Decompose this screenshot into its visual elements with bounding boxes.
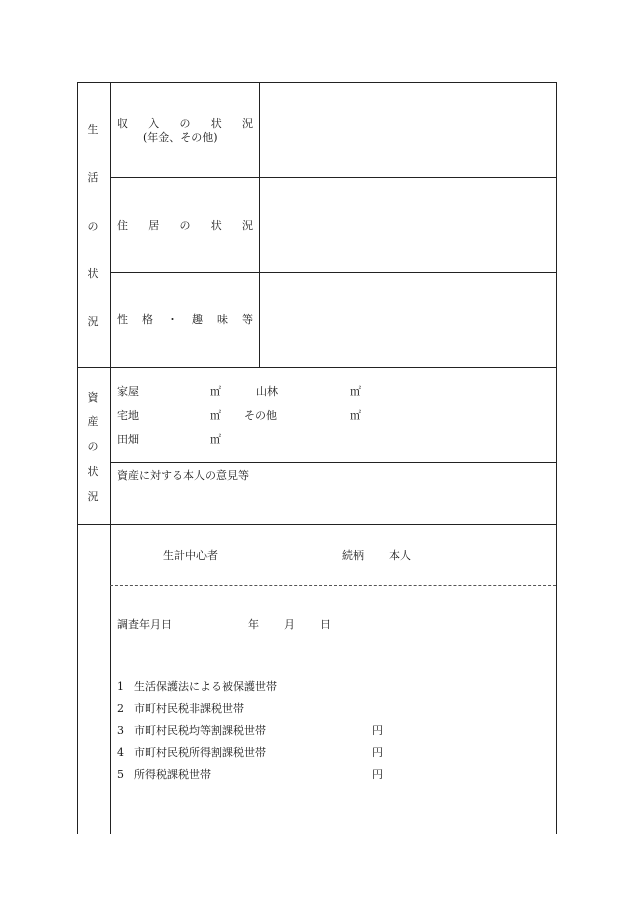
yen-unit: 円 [372,724,383,737]
income-value[interactable] [266,90,550,170]
side-char: 産 [87,415,99,428]
section-divider-shisan [77,524,557,525]
relation-value: 本人 [389,549,411,562]
asset-forest-unit: ㎡ [350,385,361,398]
survey-year-label: 年 [248,618,259,631]
asset-land-unit: ㎡ [210,409,221,422]
asset-house-unit: ㎡ [210,385,221,398]
table-right-border [556,82,557,834]
table-left-border [77,82,78,834]
side-char: 況 [87,315,99,328]
table-top-border [77,82,557,83]
asset-field-unit: ㎡ [210,433,221,446]
asset-field-label: 田畑 [117,433,139,446]
list-item: 市町村民税所得割課税世帯 [134,746,266,759]
list-item-number: 2 [117,702,124,715]
housing-label: 住 居 の 状 況 [117,219,253,232]
row-divider-assets [110,462,557,463]
row-divider-housing [110,272,557,273]
income-label: 収 入 の 状 況 [117,117,253,130]
list-item: 所得税課税世帯 [134,768,211,781]
side-char: 資 [87,391,99,404]
yen-unit: 円 [372,768,383,781]
character-label: 性 格 ・ 趣 味 等 [117,313,253,326]
list-item-number: 5 [117,768,124,781]
housing-value[interactable] [266,185,550,265]
household-head-label: 生計中心者 [163,549,218,562]
relation-label: 続柄 [342,549,364,562]
survey-month-label: 月 [284,618,295,631]
side-char: 状 [87,465,99,478]
side-char: の [87,220,99,233]
yen-unit: 円 [372,746,383,759]
asset-other-unit: ㎡ [350,409,361,422]
section-divider-seikatsu [77,367,557,368]
list-item: 市町村民税均等割課税世帯 [134,724,266,737]
side-char: 活 [87,171,99,184]
list-item: 生活保護法による被保護世帯 [134,680,277,693]
list-item-number: 3 [117,724,124,737]
list-item-number: 4 [117,746,124,759]
dashed-separator [110,585,556,586]
survey-date-label: 調査年月日 [117,618,172,631]
asset-forest-label: 山林 [256,385,278,398]
side-char: 状 [87,267,99,280]
row-divider-income [110,177,557,178]
side-char: 況 [87,490,99,503]
character-value[interactable] [266,280,550,360]
list-item-number: 1 [117,680,124,693]
side-char: の [87,440,99,453]
income-sub-label: (年金、その他) [143,131,218,144]
asset-land-label: 宅地 [117,409,139,422]
label-column-divider [259,82,260,367]
list-item: 市町村民税非課税世帯 [134,702,244,715]
asset-house-label: 家屋 [117,385,139,398]
asset-opinion-label: 資産に対する本人の意見等 [117,469,249,482]
side-column-divider [110,82,111,834]
side-char: 生 [87,123,99,136]
asset-other-label: その他 [244,409,277,422]
survey-day-label: 日 [320,618,331,631]
